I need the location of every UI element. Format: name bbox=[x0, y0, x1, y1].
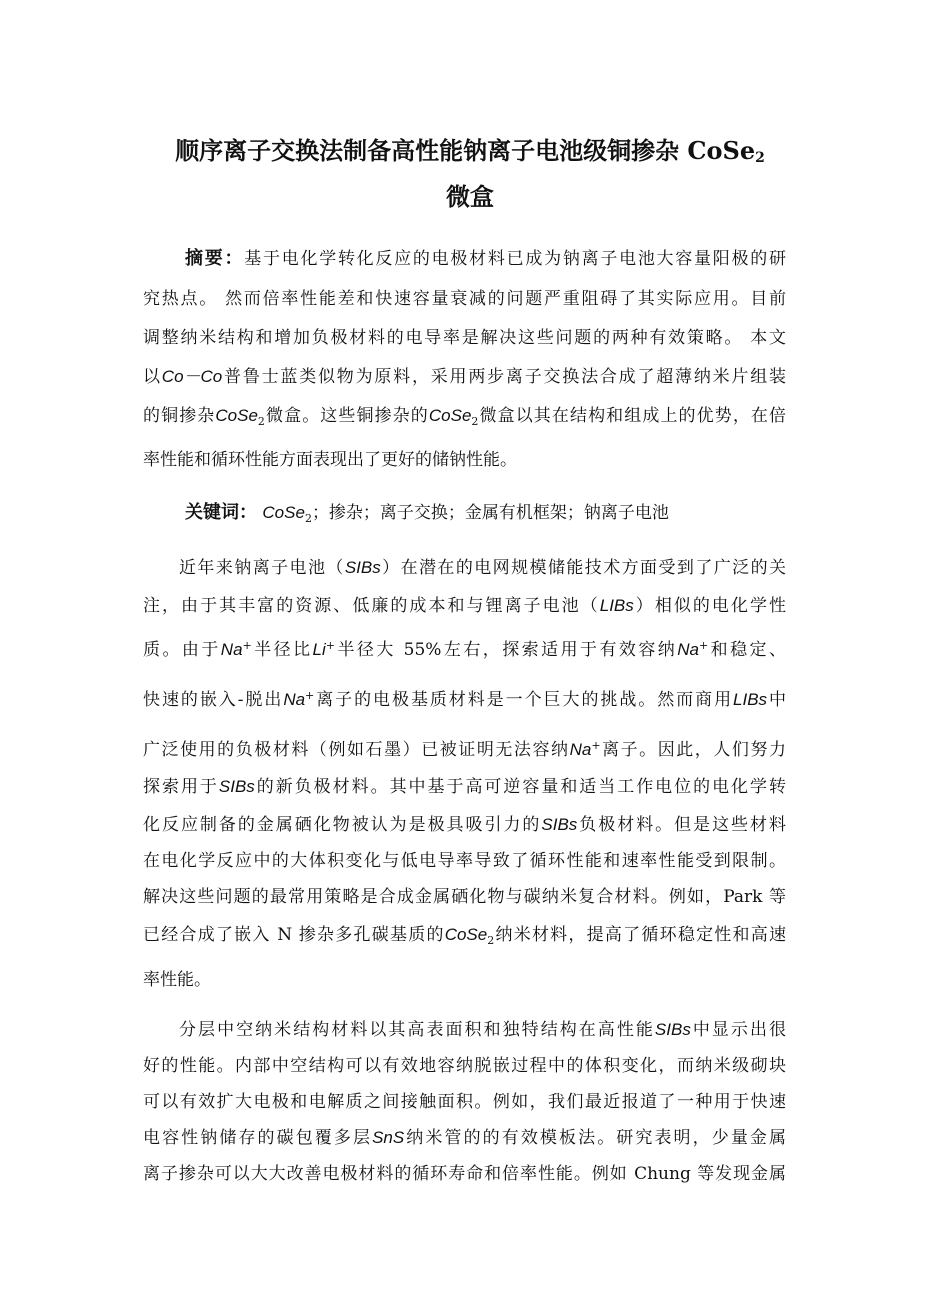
keywords-label: 关键词： bbox=[185, 502, 257, 523]
para1-line-5: 广泛使用的负极材料（例如石墨）已被证明无法容纳Na+离子。因此，人们努力 bbox=[143, 739, 786, 760]
para2-line-5: 离子掺杂可以大大改善电极材料的循环寿命和倍率性能。例如 Chung 等发现金属 bbox=[143, 1164, 786, 1184]
title-line-2: 微盒 bbox=[446, 182, 494, 211]
para1-line-2: 注，由于其丰富的资源、低廉的成本和与锂离子电池（LIBs）相似的电化学性 bbox=[143, 596, 787, 616]
abstract-line-4: 以Co－Co普鲁士蓝类似物为原料，采用两步离子交换法合成了超薄纳米片组装 bbox=[143, 367, 787, 387]
abstract-line-1: 摘要：基于电化学转化反应的电极材料已成为钠离子电池大容量阳极的研 bbox=[185, 248, 787, 269]
title-line-1: 顺序离子交换法制备高性能钠离子电池级铜掺杂 CoSe$_2$ bbox=[175, 136, 765, 166]
para1-line-4: 快速的嵌入-脱出Na+离子的电极基质材料是一个巨大的挑战。然而商用LIBs中 bbox=[143, 689, 787, 710]
para2-line-4: 电容性钠储存的碳包覆多层SnS纳米管的的有效模板法。研究表明，少量金属 bbox=[143, 1128, 787, 1148]
para1-line-11: 率性能。 bbox=[143, 970, 211, 990]
para2-line-1: 分层中空纳米结构材料以其高表面积和独特结构在高性能SIBs中显示出很 bbox=[179, 1020, 787, 1040]
abstract-label: 摘要： bbox=[185, 248, 245, 269]
keywords-line: 关键词： CoSe$_2$；掺杂；离子交换；金属有机框架；钠离子电池 bbox=[185, 502, 669, 525]
para2-line-3: 可以有效扩大电极和电解质之间接触面积。例如，我们最近报道了一种用于快速 bbox=[143, 1092, 786, 1112]
para1-line-6: 探索用于SIBs的新负极材料。其中基于高可逆容量和适当工作电位的电化学转 bbox=[143, 777, 787, 797]
para1-line-9: 解决这些问题的最常用策略是合成金属硒化物与碳纳米复合材料。例如，Park 等 bbox=[143, 887, 786, 907]
para1-line-1: 近年来钠离子电池（SIBs）在潜在的电网规模储能技术方面受到了广泛的关 bbox=[179, 558, 787, 578]
para1-line-3: 质。由于Na+半径比Li+半径大 55%左右，探索适用于有效容纳Na+和稳定、 bbox=[143, 639, 787, 660]
abstract-line-5: 的铜掺杂CoSe$_2$微盒。这些铜掺杂的CoSe$_2$微盒以其在结构和组成上的优势，在倍 bbox=[143, 406, 787, 428]
para1-line-8: 在电化学反应中的大体积变化与低电导率导致了循环性能和速率性能受到限制。 bbox=[143, 851, 786, 871]
abstract-line-6: 率性能和循环性能方面表现出了更好的储钠性能。 bbox=[143, 450, 517, 470]
abstract-line-3: 调整纳米结构和增加负极材料的电导率是解决这些问题的两种有效策略。 本文 bbox=[143, 328, 786, 348]
abstract-line-2: 究热点。 然而倍率性能差和快速容量衰减的问题严重阻碍了其实际应用。目前 bbox=[143, 289, 786, 309]
para2-line-2: 好的性能。内部中空结构可以有效地容纳脱嵌过程中的体积变化，而纳米级砌块 bbox=[143, 1056, 786, 1076]
para1-line-7: 化反应制备的金属硒化物被认为是极具吸引力的SIBs负极材料。但是这些材料 bbox=[143, 815, 787, 835]
para1-line-10: 已经合成了嵌入 N 掺杂多孔碳基质的CoSe$_2$纳米材料，提高了循环稳定性和高速 bbox=[143, 925, 787, 947]
